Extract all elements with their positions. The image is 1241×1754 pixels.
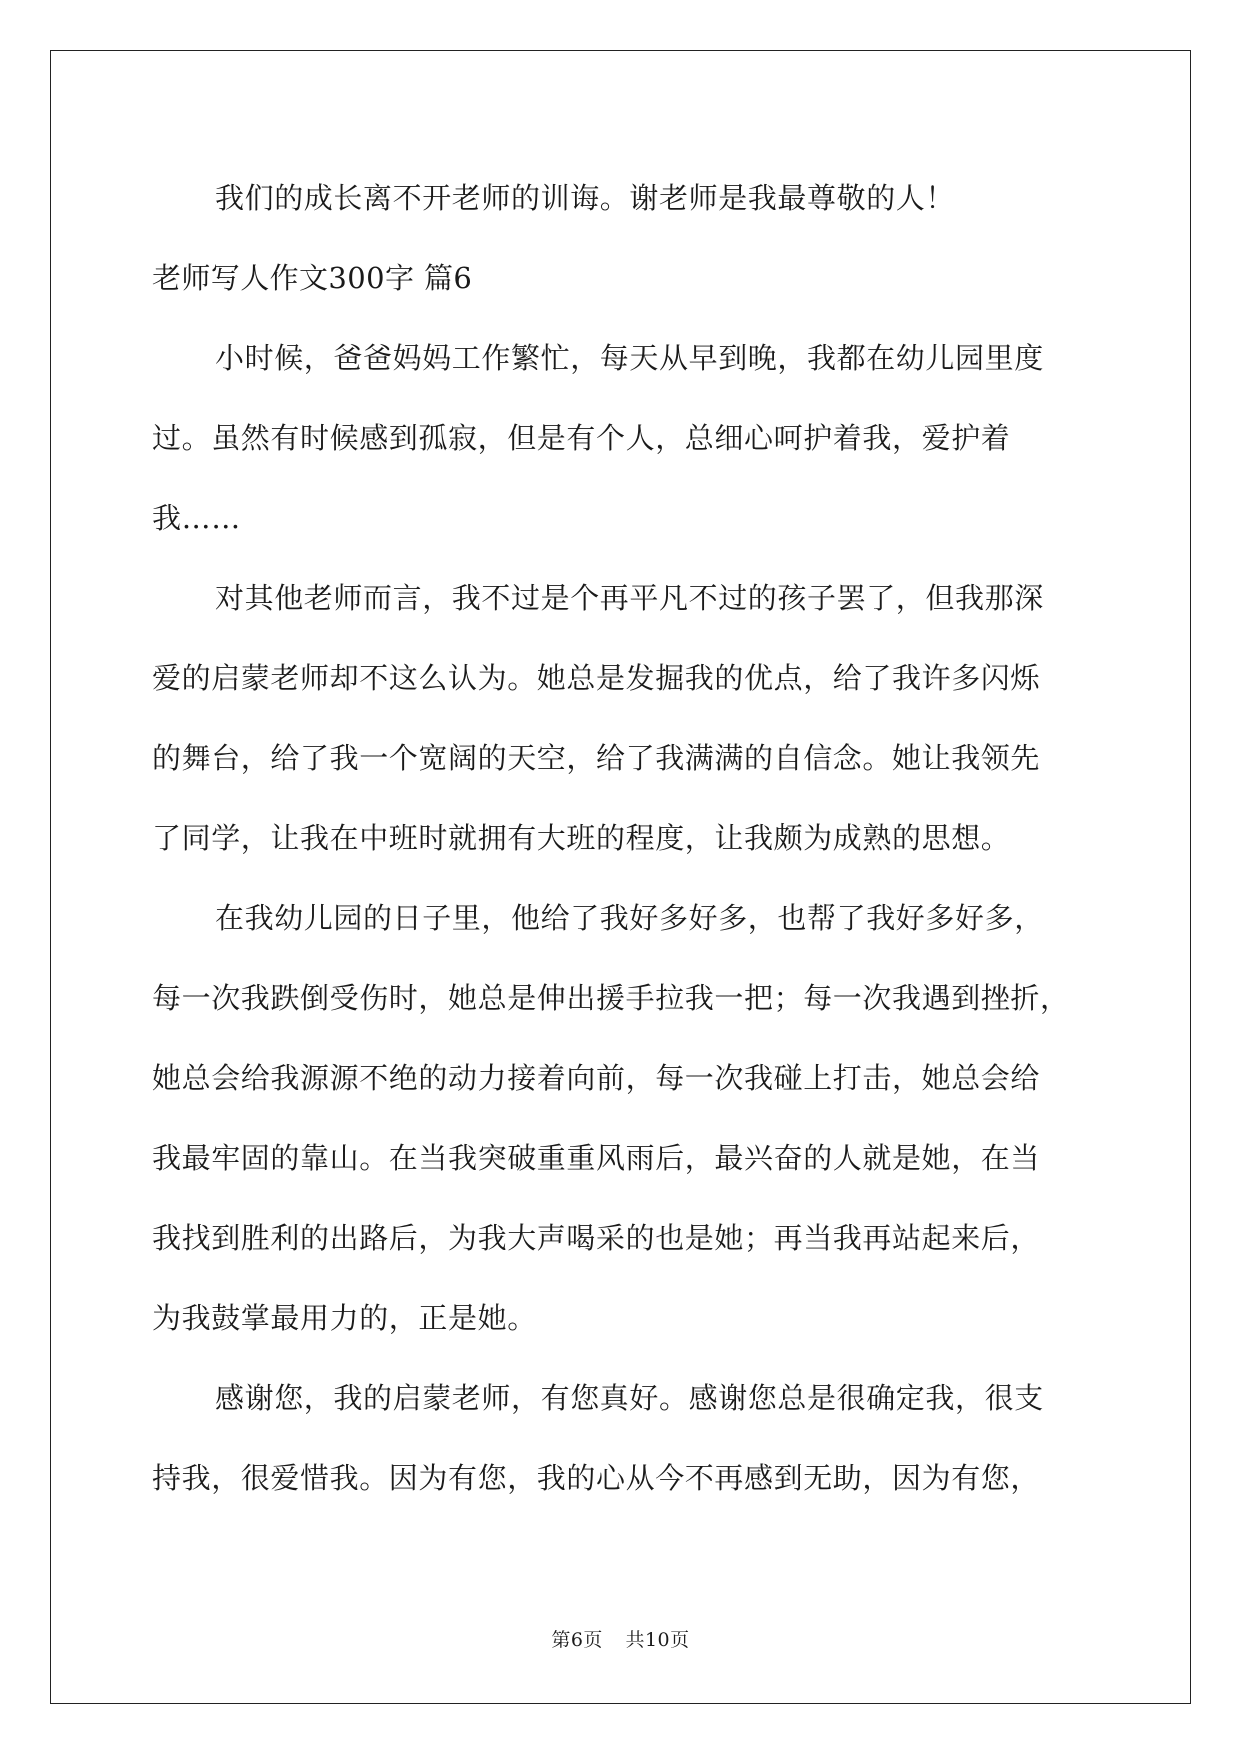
text-line: 每一次我跌倒受伤时，她总是伸出援手拉我一把；每一次我遇到挫折， [152, 981, 1070, 1015]
page-total: 共10页 [625, 1629, 690, 1651]
text-line: 过。虽然有时候感到孤寂，但是有个人，总细心呵护着我，爱护着 [152, 421, 1011, 455]
text-line: 了同学，让我在中班时就拥有大班的程度，让我颇为成熟的思想。 [152, 821, 1011, 855]
text-line: 为我鼓掌最用力的，正是她。 [152, 1301, 537, 1335]
text-line: 我最牢固的靠山。在当我突破重重风雨后，最兴奋的人就是她，在当 [152, 1141, 1041, 1175]
page-number: 第6页 [551, 1629, 603, 1651]
text-line: 对其他老师而言，我不过是个再平凡不过的孩子罢了，但我那深 [215, 581, 1044, 615]
text-line: 的舞台，给了我一个宽阔的天空，给了我满满的自信念。她让我领先 [152, 741, 1041, 775]
text-line: 感谢您，我的启蒙老师，有您真好。感谢您总是很确定我，很支 [215, 1381, 1044, 1415]
text-line: 她总会给我源源不绝的动力接着向前，每一次我碰上打击，她总会给 [152, 1061, 1041, 1095]
text-line: 小时候，爸爸妈妈工作繁忙，每天从早到晚，我都在幼儿园里度 [215, 341, 1044, 375]
document-body [152, 158, 1092, 1518]
text-line: 爱的启蒙老师却不这么认为。她总是发掘我的优点，给了我许多闪烁 [152, 661, 1041, 695]
text-line: 持我，很爱惜我。因为有您，我的心从今不再感到无助，因为有您， [152, 1461, 1041, 1495]
page-footer [0, 1625, 1241, 1652]
text-line: 我们的成长离不开老师的训诲。谢老师是我最尊敬的人！ [215, 181, 956, 215]
text-line: 在我幼儿园的日子里，他给了我好多好多，也帮了我好多好多， [215, 901, 1044, 935]
text-line: 我…… [152, 501, 241, 535]
text-line: 我找到胜利的出路后，为我大声喝采的也是她；再当我再站起来后， [152, 1221, 1041, 1255]
section-heading: 老师写人作文300字 篇6 [152, 261, 473, 295]
